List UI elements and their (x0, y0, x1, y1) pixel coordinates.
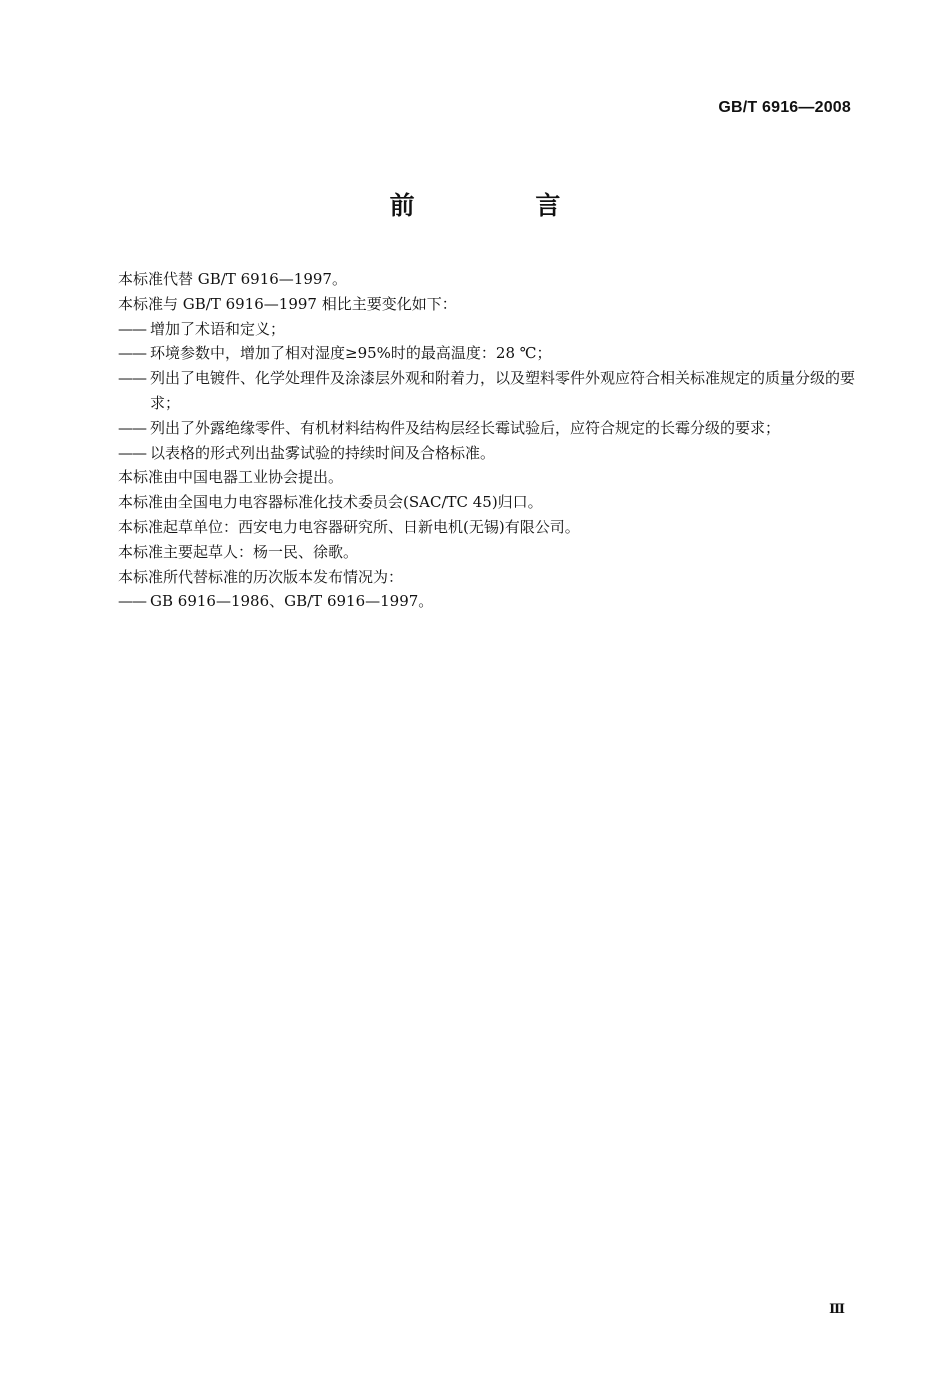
list-item (118, 589, 856, 614)
list-item (118, 416, 856, 441)
list-item-text: 增加了术语和定义； (150, 319, 286, 338)
list-item-text: 列出了电镀件、化学处理件及涂漆层外观和附着力，以及塑料零件外观应符合相关标准规定的质量分级的要求； (150, 369, 856, 412)
list-item (118, 366, 856, 416)
list-dash: —— (118, 592, 146, 611)
list-item (118, 317, 856, 342)
list-dash: —— (118, 319, 146, 338)
standard-number: GB/T 6916—2008 (718, 99, 851, 116)
list-dash: —— (118, 418, 146, 437)
list-item-text: 环境参数中，增加了相对湿度≥95%时的最高温度：28 ℃； (150, 344, 552, 363)
list-item-text: 以表格的形式列出盐雾试验的持续时间及合格标准。 (150, 443, 496, 462)
page-title: 前 言 (389, 191, 617, 220)
paragraph-proposer: 本标准由中国电器工业协会提出。 (118, 468, 344, 487)
list-dash: —— (118, 443, 146, 462)
document-body (118, 267, 856, 614)
list-item (118, 441, 856, 466)
list-item-text: GB 6916—1986、GB/T 6916—1997。 (150, 592, 434, 611)
paragraph-drafting-units: 本标准起草单位：西安电力电容器研究所、日新电机(无锡)有限公司。 (118, 517, 580, 536)
paragraph-committee: 本标准由全国电力电容器标准化技术委员会(SAC/TC 45)归口。 (118, 493, 543, 512)
paragraph-history-intro: 本标准所代替标准的历次版本发布情况为： (118, 567, 404, 586)
paragraph-drafters: 本标准主要起草人：杨一民、徐歌。 (118, 542, 359, 561)
paragraph-changes-intro: 本标准与 GB/T 6916—1997 相比主要变化如下： (118, 294, 457, 313)
list-dash: —— (118, 344, 146, 363)
list-item-text: 列出了外露绝缘零件、有机材料结构件及结构层经长霉试验后，应符合规定的长霉分级的要求； (150, 418, 781, 437)
page-number: Ⅲ (829, 1302, 845, 1317)
list-dash: —— (118, 369, 146, 388)
paragraph-replaces: 本标准代替 GB/T 6916—1997。 (118, 270, 347, 288)
list-item (118, 341, 856, 366)
